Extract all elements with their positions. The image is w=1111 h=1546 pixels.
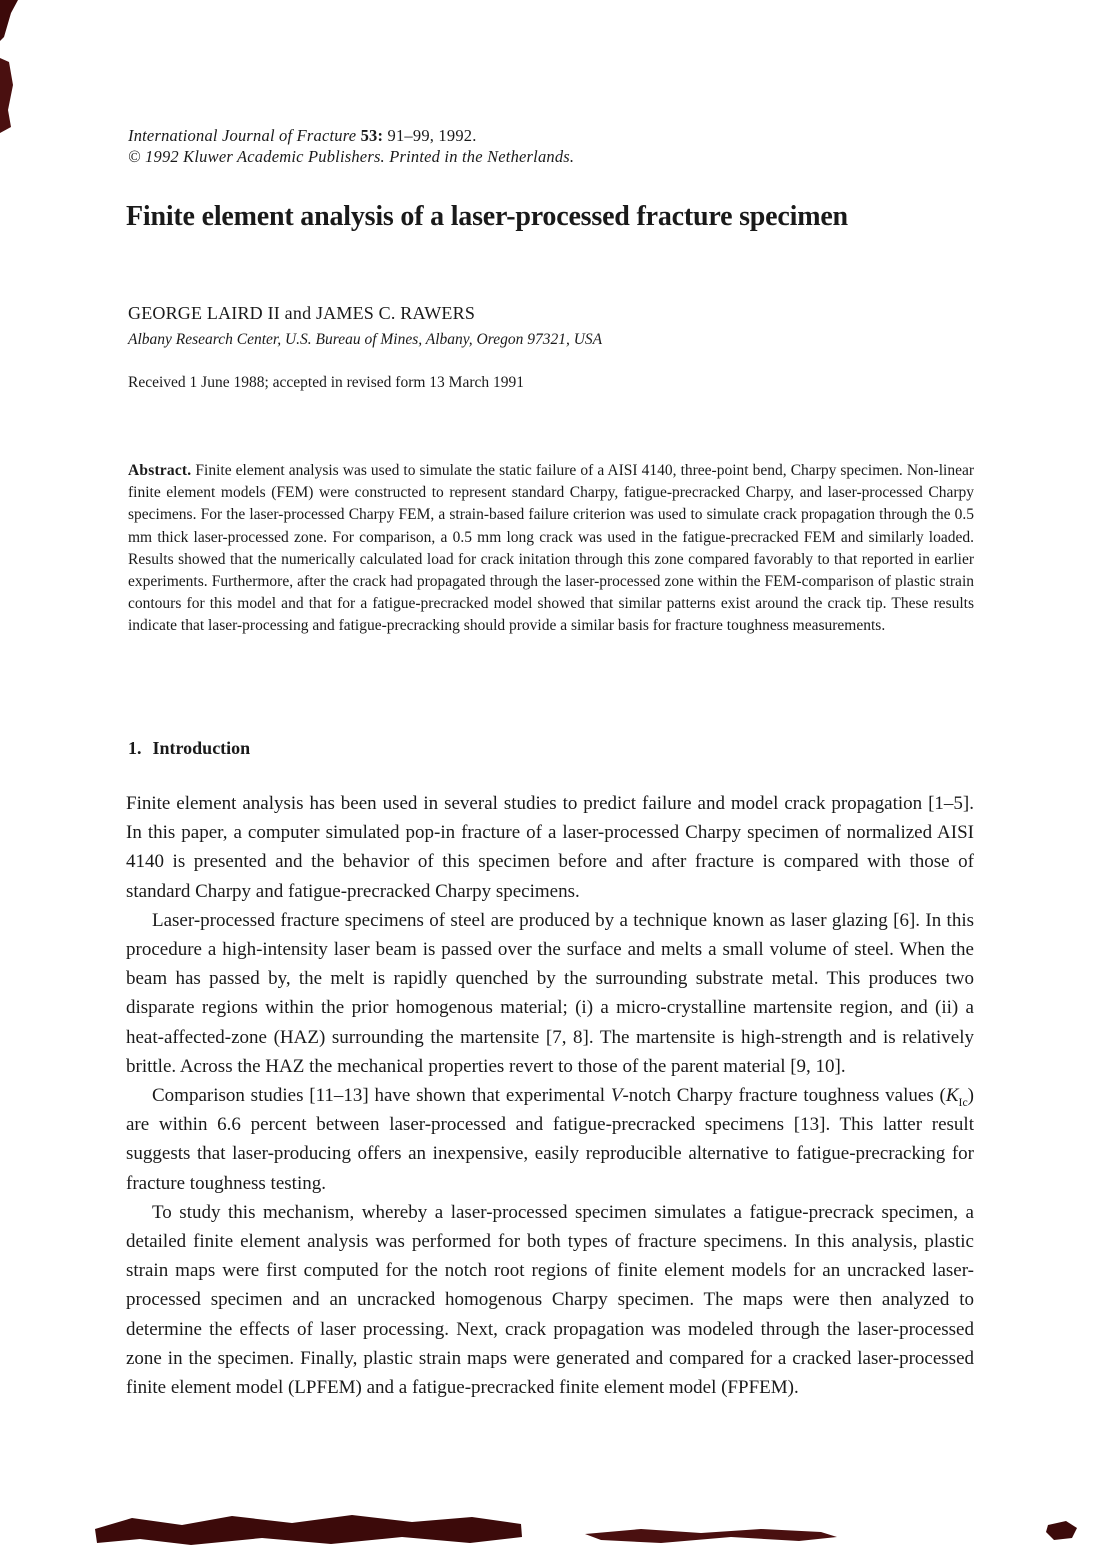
k-symbol: K <box>945 1085 959 1107</box>
authors-line: GEORGE LAIRD II and JAMES C. RAWERS <box>128 303 476 323</box>
scan-artifact-bottom-right <box>1046 1521 1077 1540</box>
scan-artifact-bottom-middle <box>585 1529 837 1543</box>
introduction-body <box>126 789 974 1402</box>
journal-volume: 53: <box>360 126 384 145</box>
scan-artifact-bottom-left <box>95 1515 522 1545</box>
copyright-line: © 1992 Kluwer Academic Publishers. Printed in the Netherlands. <box>128 147 575 166</box>
journal-header <box>128 125 574 167</box>
paragraph-text: Comparison studies [11–13] have shown that experimental <box>152 1085 611 1107</box>
abstract-label: Abstract. <box>128 462 192 479</box>
k-subscript: Ic <box>958 1095 968 1109</box>
intro-paragraph-4: To study this mechanism, whereby a laser-processed specimen simulates a fatigue-precrack specimen, a detailed finite element analysis was performed for both types of fracture specimens. In this analysis, plastic strain maps were first computed for the notch root regions of finite element models for an uncracked laser-processed specimen and an uncracked homogenous Charpy specimen. The maps were then analyzed to determine the effects of laser processing. Next, crack propagation was modeled through the laser-processed zone in the specimen. Finally, plastic strain maps were generated and compared for a cracked laser-processed finite element model (LPFEM) and a fatigue-precracked finite element model (FPFEM). <box>126 1201 974 1399</box>
received-line: Received 1 June 1988; accepted in revised form 13 March 1991 <box>128 374 524 391</box>
scan-artifact-left-edge <box>0 58 13 133</box>
section-title: Introduction <box>152 738 251 758</box>
section-heading <box>128 738 250 759</box>
paper-title: Finite element analysis of a laser-processed fracture specimen <box>126 201 848 232</box>
paragraph-text: ) are within 6.6 percent between laser-processed and fatigue-precracked specimens [13]. This latter result suggests that laser-producing offers an inexpensive, easily reproducible alternative to fatigue-precracking for fracture toughness testing. <box>126 1085 974 1194</box>
affiliation-line: Albany Research Center, U.S. Bureau of Mines, Albany, Oregon 97321, USA <box>128 331 603 348</box>
intro-paragraph-1: Finite element analysis has been used in several studies to predict failure and model crack propagation [1–5]. In this paper, a computer simulated pop-in fracture of a laser-processed Charpy specimen of normalized AISI 4140 is presented and the behavior of this specimen before and after fracture is compared with those of standard Charpy and fatigue-precracked Charpy specimens. <box>126 793 974 902</box>
intro-paragraph-3 <box>126 1081 974 1198</box>
intro-paragraph-2: Laser-processed fracture specimens of steel are produced by a technique known as laser glazing [6]. In this procedure a high-intensity laser beam is passed over the surface and melts a small volume of steel. When the beam has passed by, the melt is rapidly quenched by the surrounding substrate metal. This produces two disparate regions within the prior homogenous material; (i) a micro-crystalline martensite region, and (ii) a heat-affected-zone (HAZ) surrounding the martensite [7, 8]. The martensite is high-strength and is relatively brittle. Across the HAZ the mechanical properties revert to those of the parent material [9, 10]. <box>126 909 974 1077</box>
abstract-text: Finite element analysis was used to simulate the static failure of a AISI 4140, three-point bend, Charpy specimen. Non-linear finite element models (FEM) were constructed to represent standard Charpy, fatigue-precracked Charpy, and laser-processed Charpy specimens. For the laser-processed Charpy FEM, a strain-based failure criterion was used to simulate crack propagation through the 0.5 mm thick laser-processed zone. For comparison, a 0.5 mm long crack was used in the fatigue-precracked FEM and similarly loaded. Results showed that the numerically calculated load for crack initation through this zone compared favorably to that reported in earlier experiments. Furthermore, after the crack had propagated through the laser-processed zone within the FEM-comparison of plastic strain contours for this model and that for a fatigue-precracked model showed that similar patterns exist around the crack tip. These results indicate that laser-processing and fatigue-precracking should provide a similar basis for fracture toughness measurements. <box>128 462 974 635</box>
journal-pages: 91–99, 1992. <box>387 126 477 145</box>
scan-artifact-top-corner <box>0 0 18 41</box>
journal-name: International Journal of Fracture <box>128 126 357 145</box>
abstract <box>128 460 974 638</box>
section-number: 1. <box>128 738 142 758</box>
paragraph-text: -notch Charpy fracture toughness values ( <box>622 1085 946 1107</box>
v-notch-symbol: V <box>610 1085 623 1107</box>
